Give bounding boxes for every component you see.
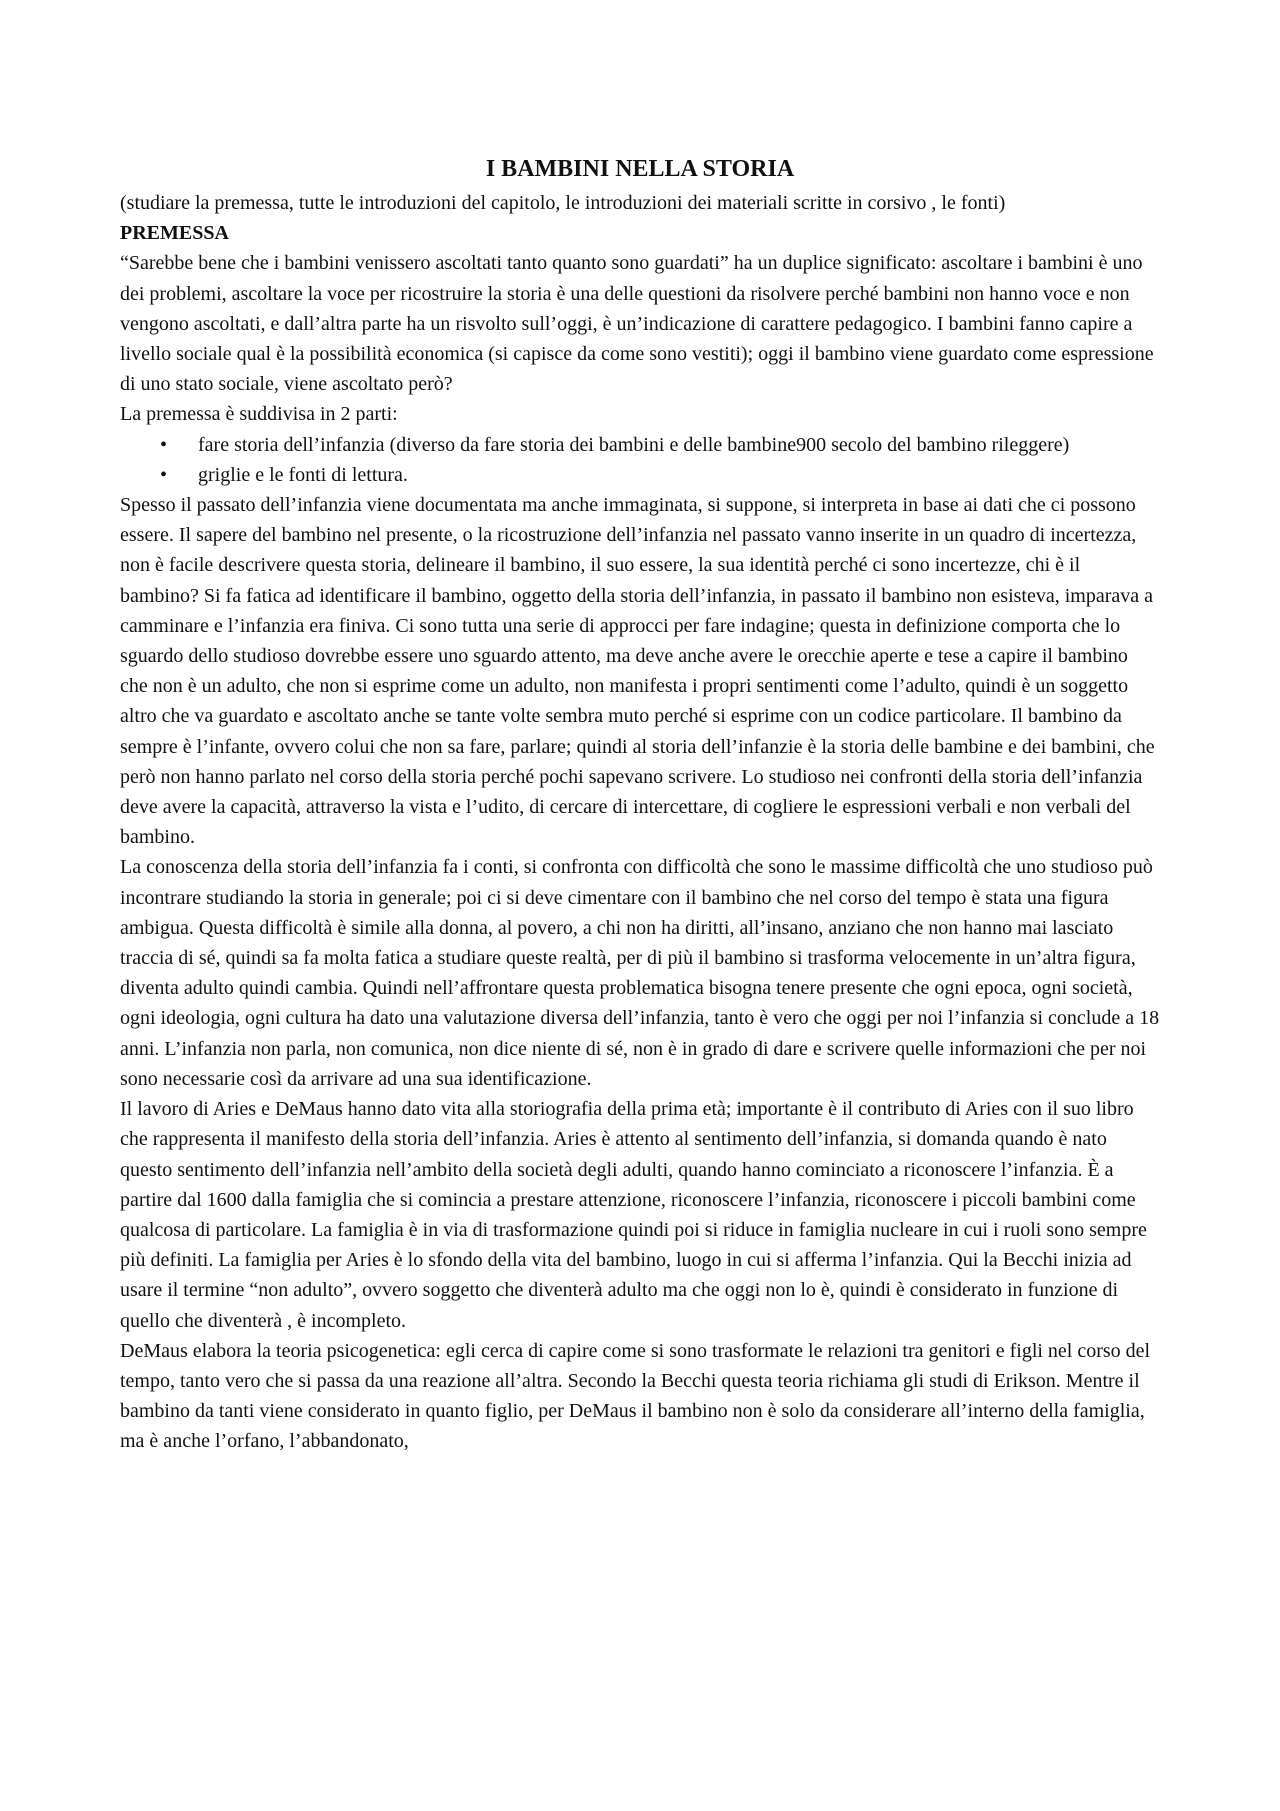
study-note: (studiare la premessa, tutte le introduzioni del capitolo, le introduzioni dei materiali scritte in corsivo , le fonti) xyxy=(120,192,1006,214)
list-item-text: fare storia dell’infanzia (diverso da fare storia dei bambini e delle bambine900 secolo del bambino rileggere) xyxy=(198,433,1070,456)
paragraph: La conoscenza della storia dell’infanzia fa i conti, si confronta con difficoltà che sono le massime difficoltà che uno studioso può incontrare studiando la storia in generale; poi ci si deve cimentare con il bambino che nel corso del tempo è stata una figura ambigua. Questa difficoltà è simile alla donna, al povero, a chi non ha diritti, all’insano, anziano che non hanno mai lasciato traccia di sé, quindi sa fa molta fatica a studiare queste realtà, per di più il bambino si trasforma velocemente in un’altra figura, diventa adulto quindi cambia. Quindi nell’affrontare questa problematica bisogna tenere presente che ogni epoca, ogni società, ogni ideologia, ogni cultura ha dato una valutazione diversa dell’infanzia, tanto è vero che oggi per noi l’infanzia si conclude a 18 anni. L’infanzia non parla, non comunica, non dice niente di sé, non è in grado di dare e scrivere quelle informazioni che per noi sono necessarie così da arrivare ad una sua identificazione. xyxy=(120,856,1160,1090)
bullet-list xyxy=(120,430,1160,490)
document-title: I BAMBINI NELLA STORIA xyxy=(485,156,795,182)
list-intro: La premessa è suddivisa in 2 parti: xyxy=(120,403,398,426)
paragraph: Spesso il passato dell’infanzia viene documentata ma anche immaginata, si suppone, si interpreta in base ai dati che ci possono essere. Il sapere del bambino nel presente, o la ricostruzione dell’infanzia nel passato vanno inserite in un quadro di incertezza, non è facile descrivere questa storia, delineare il bambino, il suo essere, la sua identità perché ci sono incertezze, chi è il bambino? Si fa fatica ad identificare il bambino, oggetto della storia dell’infanzia, in passato il bambino non esisteva, imparava a camminare e l’infanzia era finiva. Ci sono tutta una serie di approcci per fare indagine; questa in definizione comporta che lo sguardo dello studioso dovrebbe essere uno sguardo attento, ma deve anche avere le orecchie aperte e tese a capire il bambino che non è un adulto, che non si esprime come un adulto, non manifesta i propri sentimenti come l’adulto, quindi è un soggetto altro che va guardato e ascoltato anche se tante volte sembra muto perché si esprime con un codice particolare. Il bambino da sempre è l’infante, ovvero colui che non sa fare, parlare; quindi al storia dell’infanzie è la storia delle bambine e dei bambini, che però non hanno parlato nel corso della storia perché pochi sapevano scrivere. Lo studioso nei confronti della storia dell’infanzia deve avere la capacità, attraverso la vista e l’udito, di cercare di intercettare, di cogliere le espressioni verbali e non verbali del bambino. xyxy=(120,494,1155,849)
list-item xyxy=(120,460,1160,490)
paragraph: Il lavoro di Aries e DeMaus hanno dato vita alla storiografia della prima età; importante è il contributo di Aries con il suo libro che rappresenta il manifesto della storia dell’infanzia. Aries è attento al sentimento dell’infanzia, si domanda quando è nato questo sentimento dell’infanzia nell’ambito della società degli adulti, quando hanno cominciato a riconoscere l’infanzia. È a partire dal 1600 dalla famiglia che si comincia a prestare attenzione, riconoscere l’infanzia, riconoscere i piccoli bambini come qualcosa di particolare. La famiglia è in via di trasformazione quindi poi si riduce in famiglia nucleare in cui i ruoli sono sempre più definiti. La famiglia per Aries è lo sfondo della vita del bambino, luogo in cui si afferma l’infanzia. Qui la Becchi inizia ad usare il termine “non adulto”, ovvero soggetto che diventerà adulto ma che oggi non lo è, quindi è considerato in funzione di quello che diventerà , è incompleto. xyxy=(120,1098,1147,1332)
bullet-icon: • xyxy=(160,433,168,456)
paragraph: DeMaus elabora la teoria psicogenetica: egli cerca di capire come si sono trasformate le relazioni tra genitori e figli nel corso del tempo, tanto vero che si passa da una reazione all’altra. Secondo la Becchi questa teoria richiama gli studi di Erikson. Mentre il bambino da tanti viene considerato in quanto figlio, per DeMaus il bambino non è solo da considerare all’interno della famiglia, ma è anche l’orfano, l’abbandonato, xyxy=(120,1339,1151,1453)
list-item xyxy=(120,430,1160,460)
section-heading: PREMESSA xyxy=(120,222,229,245)
paragraph: “Sarebbe bene che i bambini venissero ascoltati tanto quanto sono guardati” ha un duplice significato: ascoltare i bambini è uno dei problemi, ascoltare la voce per ricostruire la storia è una delle questioni da risolvere perché bambini non hanno voce e non vengono ascoltati, e dall’altra parte ha un risvolto sull’oggi, è un’indicazione di carattere pedagogico. I bambini fanno capire a livello sociale qual è la possibilità economica (si capisce da come sono vestiti); oggi il bambino viene guardato come espressione di uno stato sociale, viene ascoltato però? xyxy=(120,252,1154,396)
list-item-text: griglie e le fonti di lettura. xyxy=(198,463,408,486)
bullet-icon: • xyxy=(160,463,168,486)
document-page xyxy=(120,154,1160,1457)
